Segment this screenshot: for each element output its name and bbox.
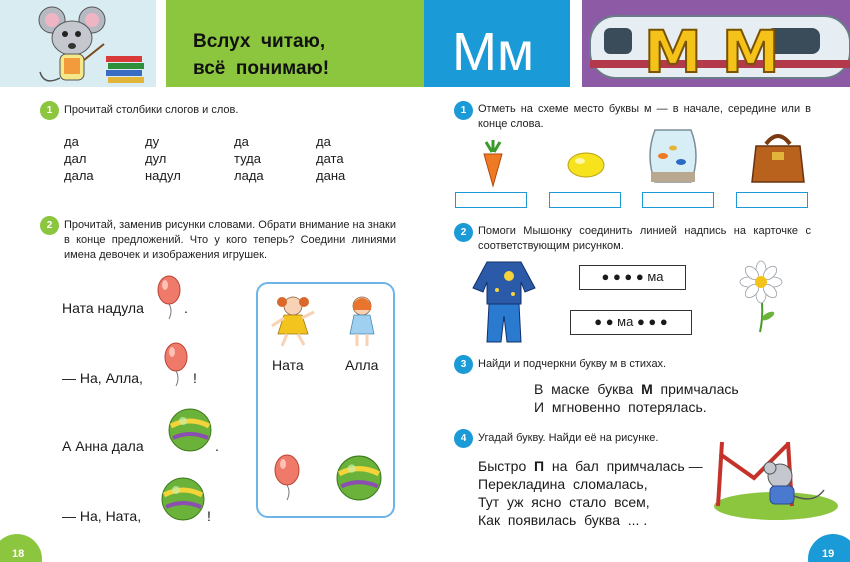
page-title: Вслух читаю, всё понимаю!	[193, 31, 330, 79]
task-2-text: Прочитай, заменив рисунки словами. Обрати внимание на знаки в конце предложений. Что у кого теперь? Соедини линиями имена девочек и изображения игрушек.	[64, 219, 396, 261]
task-r2-number: 2	[454, 223, 473, 242]
page-number-right: 19	[808, 534, 850, 562]
header-letter: Мм	[452, 22, 535, 82]
poem-2: Быстро П на бал примчалась — Перекладина сломалась, Тут уж ясно стало всем, Как появилась буква ... .	[478, 458, 703, 528]
sentence-4-end: !	[207, 508, 211, 524]
name-alla: Алла	[345, 357, 379, 373]
daisy-icon	[738, 262, 784, 334]
girl-alla-icon	[347, 294, 377, 348]
sentence-3-end: .	[215, 438, 219, 454]
sentence-2-end: !	[193, 370, 197, 386]
syllable-item: дул	[145, 151, 167, 166]
syllable-item: надул	[145, 168, 181, 183]
pajamas-icon	[473, 258, 535, 344]
girl-nata-icon	[270, 294, 316, 346]
task-r3-text: Найди и подчеркни букву м в стихах.	[478, 358, 667, 370]
task-1-text: Прочитай столбики слогов и слов.	[64, 104, 239, 116]
task-r4-text: Угадай букву. Найди её на рисунке.	[478, 432, 659, 444]
sentence-1: Ната надула	[62, 300, 144, 316]
balloon-icon	[162, 342, 192, 386]
sentence-3: А Анна дала	[62, 438, 144, 454]
syllable-item: да	[234, 134, 249, 149]
syllable-item: да	[316, 134, 331, 149]
syllable-item: дата	[316, 151, 344, 166]
header-train-panel	[582, 0, 850, 87]
carrot-icon	[478, 138, 508, 188]
answer-box-carrot[interactable]	[455, 192, 527, 208]
aquarium-icon	[645, 126, 701, 186]
task-r4-number: 4	[454, 429, 473, 448]
mouse-swing-icon	[706, 434, 834, 520]
books-icon	[106, 56, 146, 84]
header-mouse-panel	[0, 0, 156, 87]
sentence-2: — На, Алла,	[62, 370, 143, 386]
poem-1: В маске буква М примчалась И мгновенно потерялась.	[534, 381, 739, 415]
syllable-item: туда	[234, 151, 261, 166]
word-card-2[interactable]: ● ● ма ● ● ●	[570, 310, 692, 335]
page-number-left: 18	[0, 534, 42, 562]
balloon-icon	[273, 454, 303, 500]
name-nata: Ната	[272, 357, 304, 373]
word-card-1[interactable]: ● ● ● ● ма	[579, 265, 686, 290]
sentence-1-end: .	[184, 300, 188, 316]
syllable-item: да	[64, 134, 79, 149]
answer-box-lemon[interactable]	[549, 192, 621, 208]
syllable-item: дал	[64, 151, 87, 166]
task-r3-number: 3	[454, 355, 473, 374]
task-2-number: 2	[40, 216, 59, 235]
syllable-item: ду	[145, 134, 160, 149]
syllable-item: дала	[64, 168, 94, 183]
answer-box-bag[interactable]	[736, 192, 808, 208]
task-r2-text: Помоги Мышонку соединить линией надпись на карточке с соответствующим рисунком.	[478, 225, 811, 252]
syllable-item: дана	[316, 168, 346, 183]
sentence-4: — На, Ната,	[62, 508, 142, 524]
lemon-icon	[566, 150, 606, 180]
answer-box-aquarium[interactable]	[642, 192, 714, 208]
task-r1-text: Отметь на схеме место буквы м — в начале, середине или в конце слова.	[478, 103, 811, 130]
ball-icon	[168, 408, 212, 452]
task-r1-number: 1	[454, 101, 473, 120]
ball-icon	[161, 477, 205, 521]
train-icon	[582, 0, 850, 87]
balloon-icon	[155, 275, 185, 319]
task-1-number: 1	[40, 101, 59, 120]
bag-icon	[750, 128, 806, 184]
syllable-item: лада	[234, 168, 264, 183]
svg-text:М М: М М	[644, 18, 780, 86]
ball-icon	[336, 455, 382, 501]
